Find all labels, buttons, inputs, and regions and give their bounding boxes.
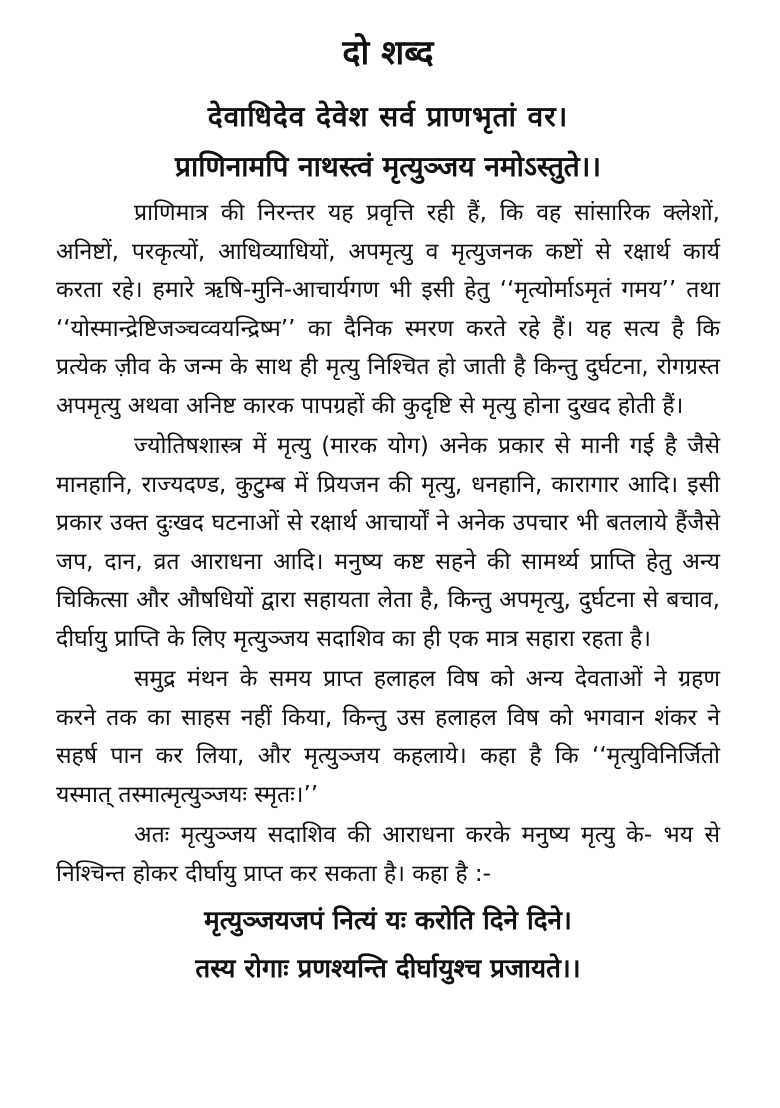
opening-verse-line-1: देवाधिदेव देवेश सर्व प्राणभृतां वर। xyxy=(207,100,569,133)
paragraph-1-text: प्राणिमात्र की निरन्तर यह प्रवृत्ति रही हैं, कि वह सांसारिक क्लेशों, अनिष्टों, परकृत्यों, आधिव्याधियों, अपमृत्यु व मृत्युजनक कष्टों से रक्षार्थ कार्य करता रहे। हमारे ऋषि-मुनि-आचार्यगण भी इसी हेतु ‘‘मृत्योर्माऽमृतं गमय’’ तथा ‘‘योस्मान्द्रेष्टिजञ्चव्वयन्द्रिष्म’’ का दैनिक स्मरण करते रहे हैं। यह सत्य है कि प्रत्येक ज़ीव के जन्म के साथ ही मृत्यु निश्चित हो जाती है किन्तु दुर्घटना, रोगग्रस्त अपमृत्यु अथवा अनिष्ट कारक पापग्रहों की कुदृष्टि से मृत्यु होना दुखद होती हैं। xyxy=(56,200,720,419)
paragraph-4 xyxy=(56,816,720,893)
paragraph-1 xyxy=(56,194,720,425)
paragraph-2-text: ज्योतिषशास्त्र में मृत्यु (मारक योग) अनेक प्रकार से मानी गई है जैसे मानहानि, राज्यदण्ड, कुटुम्ब में प्रियजन की मृत्यु, धनहानि, कारागार आदि। इसी प्रकार उक्त दुःखद घटनाओं से रक्षार्थ आचार्यों ने अनेक उपचार भी बतलाये हैंजैसे जप, दान, व्रत आराधना आदि। मनुष्य कष्ट सहने की सामर्थ्य प्राप्ति हेतु अन्य चिकित्सा और औषधियों द्वारा सहायता लेता है, किन्तु अपमृत्यु, दुर्घटना से बचाव, दीर्घायु प्राप्ति के लिए मृत्युञ्जय सदाशिव का ही एक मात्र सहारा रहता है। xyxy=(56,433,720,652)
paragraph-3-text: समुद्र मंथन के समय प्राप्त हलाहल विष को अन्य देवताओं ने ग्रहण करने तक का साहस नहीं किया, किन्तु उस हलाहल विष को भगवान शंकर ने सहर्ष पान कर लिया, और मृत्युञ्जय कहलाये। कहा है कि ‘‘मृत्युविनिर्जितो यस्मात् तस्मात्मृत्युञ्जयः स्मृतः।’’ xyxy=(56,666,720,808)
paragraph-3 xyxy=(56,660,720,814)
closing-verse-line-1: मृत्युञ्जयजपं नित्यं यः करोति दिने दिने। xyxy=(204,906,572,936)
page-title: दो शब्द xyxy=(342,33,434,73)
opening-verse xyxy=(56,92,720,192)
body-text xyxy=(56,194,720,893)
closing-verse xyxy=(56,897,720,993)
paragraph-2 xyxy=(56,427,720,658)
paragraph-4-text: अतः मृत्युञ्जय सदाशिव की आराधना करके मनुष्य मृत्यु के- भय से निश्चिन्त होकर दीर्घायु प्राप्त कर सकता है। कहा है :- xyxy=(56,822,720,887)
closing-verse-line-2: तस्य रोगाः प्रणश्यन्ति दीर्घायुश्च प्रजायते।। xyxy=(195,954,581,984)
opening-verse-line-2: प्राणिनामपि नाथस्त्वं मृत्युञ्जय नमोऽस्तुते।। xyxy=(175,150,601,183)
